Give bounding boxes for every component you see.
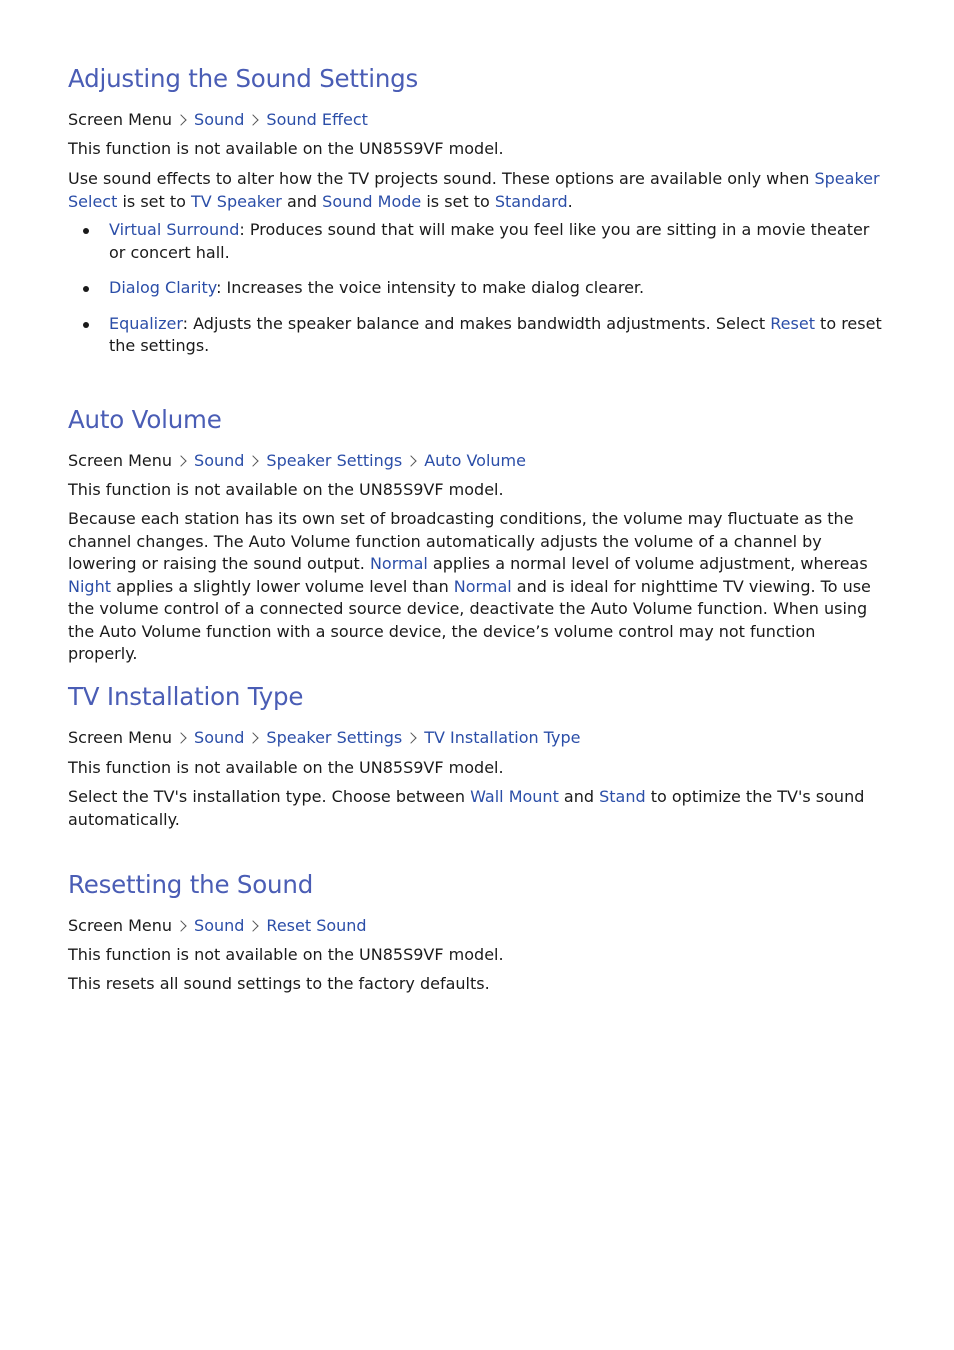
body-text: and xyxy=(558,787,600,806)
body-text: is set to xyxy=(421,191,495,211)
option-desc: : Produces sound that will make you feel like you are sitting in a movie theater or concert hall. xyxy=(109,220,870,262)
breadcrumb-root: Screen Menu xyxy=(68,916,173,935)
availability-note: This function is not available on the UN85S9VF model. xyxy=(68,758,504,777)
breadcrumb-item[interactable]: Speaker Settings xyxy=(266,728,403,747)
breadcrumb xyxy=(68,727,580,749)
keyword-reset: Reset xyxy=(770,313,815,333)
section-title-auto-volume: Auto Volume xyxy=(68,405,222,434)
bullet-icon xyxy=(83,286,89,292)
section-body: This resets all sound settings to the factory defaults. xyxy=(68,974,490,993)
keyword-normal: Normal xyxy=(369,554,428,573)
bullet-icon xyxy=(83,322,89,328)
keyword-normal: Normal xyxy=(453,576,512,596)
chevron-right-icon xyxy=(406,732,417,743)
section-body xyxy=(68,168,888,213)
chevron-right-icon xyxy=(175,920,186,931)
keyword-speaker-select: Speaker Select xyxy=(68,169,880,211)
keyword-standard: Standard xyxy=(494,191,568,211)
section-body xyxy=(68,786,888,831)
body-text: Select the TV's installation type. Choose between xyxy=(68,787,471,806)
chevron-right-icon xyxy=(175,114,186,125)
chevron-right-icon xyxy=(175,732,186,743)
option-term: Equalizer xyxy=(109,313,183,333)
keyword-stand: Stand xyxy=(599,787,646,806)
chevron-right-icon xyxy=(175,455,186,466)
option-list xyxy=(68,219,888,358)
chevron-right-icon xyxy=(406,455,417,466)
keyword-sound-mode: Sound Mode xyxy=(322,191,422,211)
body-text: Use sound effects to alter how the TV projects sound. These options are available only when xyxy=(68,169,815,188)
breadcrumb-root: Screen Menu xyxy=(68,110,173,129)
breadcrumb-item[interactable]: Auto Volume xyxy=(424,451,526,470)
breadcrumb-item[interactable]: Sound xyxy=(194,110,245,129)
body-text: applies a normal level of volume adjustment, whereas xyxy=(427,554,868,573)
list-item xyxy=(68,277,888,300)
option-desc: : Adjusts the speaker balance and makes bandwidth adjustments. Select xyxy=(182,313,771,333)
chevron-right-icon xyxy=(248,114,259,125)
breadcrumb-item[interactable]: Sound xyxy=(194,916,245,935)
option-term: Dialog Clarity xyxy=(109,278,217,297)
breadcrumb-root: Screen Menu xyxy=(68,728,173,747)
breadcrumb-item[interactable]: Sound xyxy=(194,728,245,747)
breadcrumb-item[interactable]: Sound xyxy=(194,451,245,470)
availability-note: This function is not available on the UN85S9VF model. xyxy=(68,945,504,964)
breadcrumb-item[interactable]: Speaker Settings xyxy=(266,451,403,470)
section-body xyxy=(68,508,888,666)
keyword-tv-speaker: TV Speaker xyxy=(191,191,282,211)
keyword-wall-mount: Wall Mount xyxy=(470,787,559,806)
body-text: . xyxy=(567,191,573,211)
availability-note: This function is not available on the UN85S9VF model. xyxy=(68,480,504,499)
chevron-right-icon xyxy=(248,732,259,743)
breadcrumb xyxy=(68,915,367,937)
option-term: Virtual Surround xyxy=(109,220,240,239)
breadcrumb-item[interactable]: Reset Sound xyxy=(266,916,367,935)
option-desc: : Increases the voice intensity to make dialog clearer. xyxy=(216,278,645,297)
breadcrumb xyxy=(68,109,368,131)
body-text: and xyxy=(281,191,323,211)
chevron-right-icon xyxy=(248,920,259,931)
body-text: applies a slightly lower volume level than xyxy=(110,576,454,596)
section-title-tv-installation-type: TV Installation Type xyxy=(68,682,304,711)
section-title-sound-settings: Adjusting the Sound Settings xyxy=(68,64,419,93)
list-item xyxy=(68,313,888,358)
list-item xyxy=(68,219,888,264)
section-title-resetting-sound: Resetting the Sound xyxy=(68,870,314,899)
breadcrumb-item[interactable]: Sound Effect xyxy=(266,110,368,129)
body-text: Because each station has its own set of broadcasting conditions, the volume may fluctuate as the channel changes. The Auto Volume function automatically adjusts the volume of a channel by lowering or raising the sound output. xyxy=(68,509,854,573)
body-text: and is ideal for nighttime TV viewing. To use the volume control of a connected source device, deactivate the Auto Volume function. When using the Auto Volume function with a source device, the device’s volume control may not function properly. xyxy=(68,576,871,663)
breadcrumb xyxy=(68,450,526,472)
breadcrumb-root: Screen Menu xyxy=(68,451,173,470)
body-text: is set to xyxy=(117,191,191,211)
bullet-icon xyxy=(83,228,89,234)
keyword-night: Night xyxy=(68,576,111,596)
body-text: to optimize the TV's sound automatically. xyxy=(68,787,865,829)
chevron-right-icon xyxy=(248,455,259,466)
option-desc: to reset the settings. xyxy=(109,313,882,355)
breadcrumb-item[interactable]: TV Installation Type xyxy=(424,728,581,747)
availability-note: This function is not available on the UN85S9VF model. xyxy=(68,139,504,158)
